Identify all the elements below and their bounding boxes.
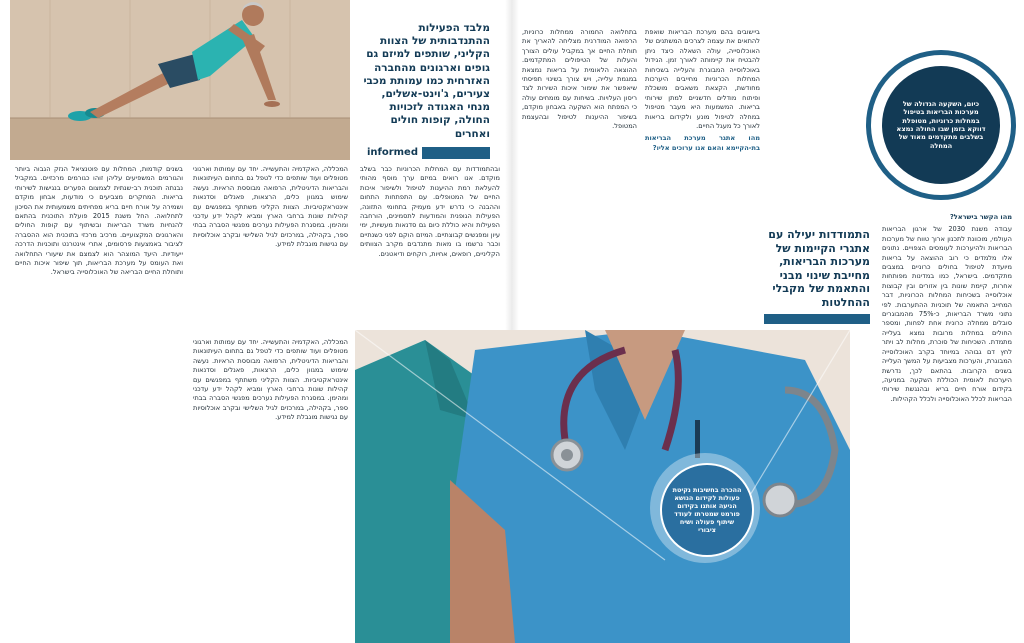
right-column-1: [522, 28, 637, 328]
left-edge-column-text: בשנים קודמות, המחלות עם פוטנציאל הנזק הגבוה ביותר והגורמים המשפיעים עליהן זוהו כגורמים מרכזיים. במקביל נבנתה תוכנית רב-שנתית לצמצום הפערים בנגישות לשירותי בריאות. המחקרים מצביעים כי מודעות, אבחון מוקדם ושמירה על אורח חיים בריא מפחיתים משמעותית את הסיכון לתחלואה. החל משנת 2015 פועלת התוכנית בהתאם להנחיות משרד הבריאות ובשיתוף עם קופות החולים והארגונים המקצועיים. מרכיב מרכזי בתוכנית הוא ההסברה לציבור באמצעות פרסומים, אתרי אינטרנט ותוכניות הדרכה ייעודיות. היעד המוצהר הוא לצמצם את שיעורי התחלואה ואת העומס על מערכת הבריאות, תוך שיפור איכות החיים ותוחלת החיים הבריאה של האוכלוסייה בישראל.: [15, 165, 183, 277]
right-subheading: מהו אתגר מערכת הבריאות בת-הקיימא והאם אנו ערוכים אליו?: [645, 134, 760, 152]
doctor-scrubs-illustration: [355, 330, 850, 643]
right-circle-quote-text: כיום, השקעה הגדולה של מערכות הבריאות בטיפול במחלות כרוניות, מטופלת דווקא בזמן שבו החולה נמצא בשלבים מתקדמים מאוד של המחלה: [896, 99, 986, 150]
pull-quote-brand: informed: [366, 147, 418, 159]
right-edge-column-text: עבודה משנת 2030 של ארגון הבריאות העולמי, מוכוונת לתכנון ארוך טווח של מערכות הבריאות ולהיערכות לעומסים הצפויים. נתונים אלו מלמדים כי רוב ההוצאה על בריאות מיועדת לטיפול בחולים כרוניים במצבים מתקדמים. בישראל, כמו במדינות מפותחות אחרות, קיימת שונות בין אזורים ובין קבוצות אוכלוסייה בשכיחות המחלות הכרוניות, דבר המחייב התאמה של תוכניות ההתערבות. לפי נתוני משרד הבריאות, כ-75% מהמבוגרים סובלים ממחלה כרונית אחת לפחות, ומספר החולים במחלות מרובות נמצא בעלייה מתמדת. השכיחות של סוכרת, מחלות לב ויתר לחץ דם גבוהה במיוחד בקרב האוכלוסייה המבוגרת, והערכות מצביעות על המשך העלייה בשנים הקרובות. בהתאם לכך, נדרשת היערכות לאומית הכוללת השקעה במניעה, בקידום אורח חיים בריא ובהנגשת שירותי הבריאות לכלל האוכלוסייה ולכלל הקהילות.: [882, 225, 1012, 403]
left-column-1-lower-text: המכללה, האקדמיה והתעשייה. יחד עם עמותות וארגוני מטופלים ועוד שותפים כדי לטפל גם בתחום העיתונאות והבריאות הדיגיטלית, הרפואה מבוססת הראיות. נעשה שימוש במגוון כלים, הרצאות, פאנלים וסדנאות אינטראקטיביות. הצוות הקליני משתתף במפגשים עם קהילות שונות ברחבי הארץ ומביא לקהל ידע עדכני ומהימן. במסגרת הפעילות נערכים מפגשי הסברה בבתי ספר, בקהילה, במרכזים לגיל השלישי ובקרב אוכלוסיות עם נגישות מוגבלת למידע.: [193, 338, 348, 422]
section-heading-text: התמודדות יעילה עם אתגרי הקיימות של מערכות הבריאות, מחייבת שינוי מבני והתאמת של מקבלי ההחלטות: [768, 228, 870, 309]
pull-quote-bar: [422, 147, 490, 159]
doctor-photo: [355, 330, 850, 643]
right-column-1-text: בתחלואה החמורה ממחלות כרוניות, הרפואה המודרנית מצליחה להאריך את תוחלת החיים אך במקביל עולים הצורך והעלות של הטיפולים המתקדמים. ההוצאה הלאומית על בריאות נמצאת במגמת עלייה, ויש צורך בשינוי תפיסתי שיאפשר את שימור איכות השירות לצד ריסון העלויות. בשיחות עם מומחים עולה כי המפתח הוא השקעה באבחון מוקדם, בשיפור ההיענות לטיפול ובהעצמת המטופל.: [522, 28, 637, 131]
doctor-circle-quote: [660, 463, 754, 557]
left-column-2: [360, 165, 500, 330]
left-column-2-text: ובהתמודדות עם המחלות הכרוניות כבר בשלב מוקדם. אנו רואים במיזם ערך מוסף מהותי להעלאת רמת ההיענות לטיפול ולשיפור איכות החיים של המטופלים. עם התפתחות התחום וההבנה כי נדרש ידע מעמיק בתחומי התזונה, הפעילות הגופנית והמודעות לתסמינים, הורחבה הפעילות והיא כוללת כיום גם סדנאות מעשיות, ימי עיון ומפגשים קבוצתיים. המיזם הוקם לפני כשנתיים וכבר נרשמו בו מאות מתנדבים מקרב הצוותים הקליניים, רופאים, אחיות, רוקחים ודיאטנים.: [360, 165, 500, 258]
exercise-photo: [10, 0, 350, 160]
right-column-2: [645, 28, 760, 218]
heading-bar: [764, 314, 870, 324]
pull-quote-text: מלבד הפעילות ההתנדבותית של הצוות הקליני, שותפים למיזם גם גופים וארגונים מהחברה האזרחית כמו עמותת מכבי צעירים, ג'וינט-אשלים, מנחי האגודה לזכויות החולה, קופות חולים ואחרים: [363, 22, 490, 140]
doctor-circle-quote-text: ההכרה בחשיבות נקיטת פעולות לקידום הנושא הניעה אותנו בקידום פורמט שמטרתו לעודד שיתוף פעולה ושיח ציבורי: [672, 486, 742, 534]
left-edge-column: [15, 165, 183, 637]
left-column-1: [193, 165, 348, 335]
right-box-label: מהו הקשר בישראל?: [949, 213, 1012, 221]
man-side-plank-illustration: [10, 0, 350, 160]
right-column-2-text: ביישובים בהם מערכת הבריאות שואפת להתאים את עצמה לצרכים המשתנים של האוכלוסייה, עולה השאלה כיצד ניתן להבטיח את קיימותה לאורך זמן. הגידול באוכלוסייה המבוגרת והעלייה בשכיחות המחלות הכרוניות מחייבים היערכות מחודשת, הקצאת משאבים מושכלת ופיתוח מודלים חדשניים למתן שירותי בריאות. המשמעות היא מעבר מטיפול במחלה לטיפול מונע ולקידום בריאות לאורך כל מעגל החיים.: [645, 28, 760, 131]
left-column-1-text: המכללה, האקדמיה והתעשייה. יחד עם עמותות וארגוני מטופלים ועוד שותפים כדי לטפל גם בתחום העיתונאות והבריאות הדיגיטלית, הרפואה מבוססת הראיות. נעשה שימוש במגוון כלים, הרצאות, פאנלים וסדנאות אינטראקטיביות. הצוות הקליני משתתף במפגשים עם קהילות שונות ברחבי הארץ ומביא לקהל ידע עדכני ומהימן. במסגרת הפעילות נערכים מפגשי הסברה בבתי ספר, בקהילה, במרכזים לגיל השלישי ובקרב אוכלוסיות עם נגישות מוגבלת למידע.: [193, 165, 348, 249]
section-heading: [760, 228, 870, 324]
right-edge-column: [882, 213, 1012, 638]
left-column-1-lower: [193, 338, 348, 638]
right-circle-quote: [882, 66, 1000, 184]
pull-quote-block: [360, 22, 490, 159]
